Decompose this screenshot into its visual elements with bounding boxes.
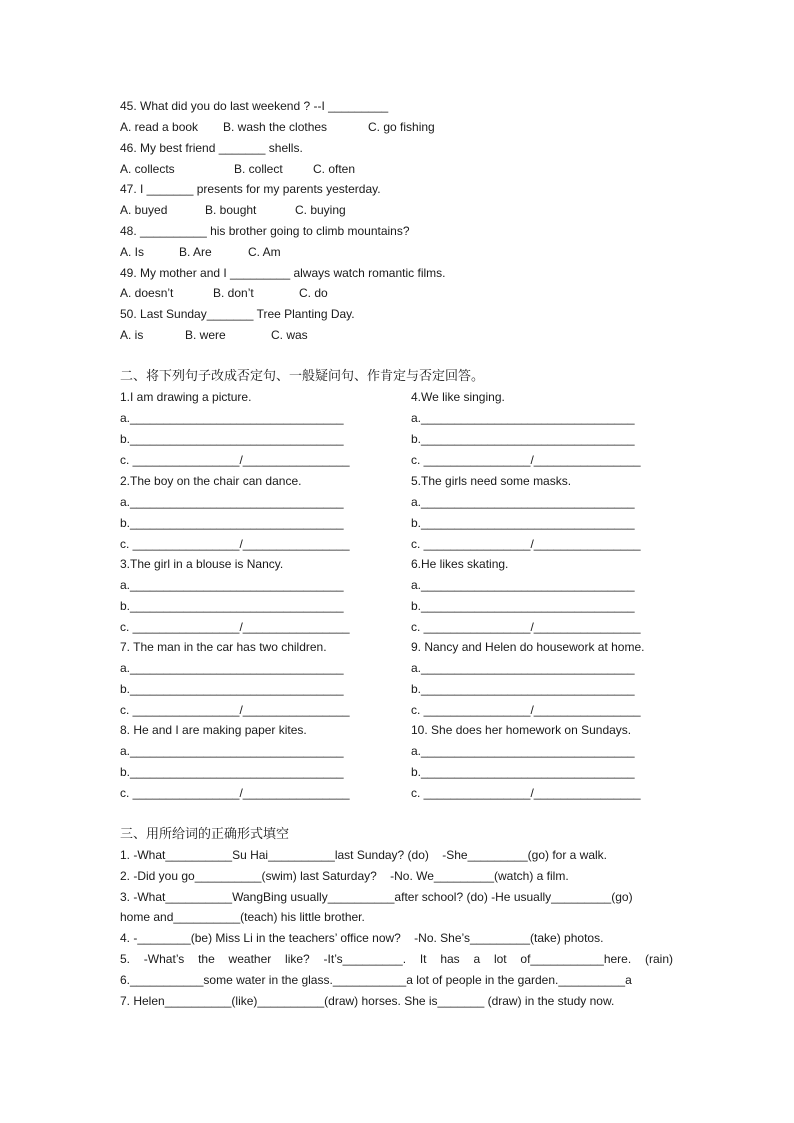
option-46-b: B. collect xyxy=(234,162,283,176)
answer-line-c[interactable]: c. ________________/________________ xyxy=(411,620,641,634)
fill-blank-line-3: 3. -What__________WangBing usually__________after school? (do) -He usually_________(go) xyxy=(120,890,633,904)
exercise-sentence: 9. Nancy and Helen do housework at home. xyxy=(411,640,645,654)
answer-line-c[interactable]: c. ________________/________________ xyxy=(120,453,350,467)
exercise-sentence: 10. She does her homework on Sundays. xyxy=(411,723,632,737)
question-46: 46. My best friend _______ shells. xyxy=(120,141,303,155)
exercise-sentence: 8. He and I are making paper kites. xyxy=(120,723,307,737)
answer-line-a[interactable]: a.________________________________ xyxy=(120,411,344,425)
answer-line-b[interactable]: b.________________________________ xyxy=(411,765,635,779)
answer-line-b[interactable]: b.________________________________ xyxy=(411,599,635,613)
answer-line-a[interactable]: a.________________________________ xyxy=(411,578,635,592)
answer-line-a[interactable]: a.________________________________ xyxy=(120,495,344,509)
answer-line-c[interactable]: c. ________________/________________ xyxy=(120,537,350,551)
question-47: 47. I _______ presents for my parents yesterday. xyxy=(120,182,381,196)
fill-blank-line-7: 7. Helen__________(like)__________(draw) horses. She is_______ (draw) in the study now. xyxy=(120,994,615,1008)
fill-blank-line-2: 2. -Did you go__________(swim) last Saturday? -No. We_________(watch) a film. xyxy=(120,869,569,883)
option-47-c: C. buying xyxy=(295,203,346,217)
option-46-c: C. often xyxy=(313,162,356,176)
option-49-a: A. doesn’t xyxy=(120,286,174,300)
answer-line-a[interactable]: a.________________________________ xyxy=(411,495,635,509)
answer-line-a[interactable]: a.________________________________ xyxy=(120,744,344,758)
answer-line-b[interactable]: b.________________________________ xyxy=(120,516,344,530)
option-45-b: B. wash the clothes xyxy=(223,120,328,134)
answer-line-c[interactable]: c. ________________/________________ xyxy=(411,786,641,800)
answer-line-b[interactable]: b.________________________________ xyxy=(411,516,635,530)
option-47-a: A. buyed xyxy=(120,203,168,217)
answer-line-a[interactable]: a.________________________________ xyxy=(411,744,635,758)
option-49-c: C. do xyxy=(299,286,328,300)
answer-line-c[interactable]: c. ________________/________________ xyxy=(411,703,641,717)
option-50-b: B. were xyxy=(185,328,226,342)
fill-blank-line-6: 6.___________some water in the glass.___________a lot of people in the garden.__________a xyxy=(120,973,632,987)
exercise-sentence: 2.The boy on the chair can dance. xyxy=(120,474,302,488)
option-45-a: A. read a book xyxy=(120,120,199,134)
answer-line-c[interactable]: c. ________________/________________ xyxy=(411,537,641,551)
exercise-sentence: 4.We like singing. xyxy=(411,390,505,404)
answer-line-a[interactable]: a.________________________________ xyxy=(411,411,635,425)
answer-line-c[interactable]: c. ________________/________________ xyxy=(411,453,641,467)
question-48: 48. __________ his brother going to climb mountains? xyxy=(120,224,410,238)
answer-line-a[interactable]: a.________________________________ xyxy=(411,661,635,675)
answer-line-c[interactable]: c. ________________/________________ xyxy=(120,786,350,800)
fill-blank-line-3-cont: home and__________(teach) his little brother. xyxy=(120,910,365,924)
answer-line-b[interactable]: b.________________________________ xyxy=(120,599,344,613)
answer-line-a[interactable]: a.________________________________ xyxy=(120,661,344,675)
answer-line-b[interactable]: b.________________________________ xyxy=(120,765,344,779)
question-50: 50. Last Sunday_______ Tree Planting Day. xyxy=(120,307,355,321)
answer-line-a[interactable]: a.________________________________ xyxy=(120,578,344,592)
section-2-title: 二、将下列句子改成否定句、一般疑问句、作肯定与否定回答。 xyxy=(120,369,485,384)
exercise-sentence: 3.The girl in a blouse is Nancy. xyxy=(120,557,284,571)
fill-blank-line-5: 5. -What’s the weather like? -It’s_________. It has a lot of___________here. (rain) xyxy=(120,952,673,966)
answer-line-b[interactable]: b.________________________________ xyxy=(411,682,635,696)
answer-line-b[interactable]: b.________________________________ xyxy=(120,682,344,696)
answer-line-c[interactable]: c. ________________/________________ xyxy=(120,620,350,634)
option-50-a: A. is xyxy=(120,328,144,342)
option-47-b: B. bought xyxy=(205,203,257,217)
option-48-c: C. Am xyxy=(248,245,281,259)
option-46-a: A. collects xyxy=(120,162,175,176)
fill-blank-line-4: 4. -________(be) Miss Li in the teachers’ office now? -No. She’s_________(take) photos. xyxy=(120,931,604,945)
option-50-c: C. was xyxy=(271,328,308,342)
exercise-sentence: 6.He likes skating. xyxy=(411,557,509,571)
answer-line-c[interactable]: c. ________________/________________ xyxy=(120,703,350,717)
question-45: 45. What did you do last weekend ? --I _________ xyxy=(120,99,389,113)
option-49-b: B. don’t xyxy=(213,286,254,300)
answer-line-b[interactable]: b.________________________________ xyxy=(120,432,344,446)
option-48-a: A. Is xyxy=(120,245,145,259)
exercise-sentence: 7. The man in the car has two children. xyxy=(120,640,327,654)
exercise-sentence: 5.The girls need some masks. xyxy=(411,474,572,488)
fill-blank-line-1: 1. -What__________Su Hai__________last Sunday? (do) -She_________(go) for a walk. xyxy=(120,848,608,862)
answer-line-b[interactable]: b.________________________________ xyxy=(411,432,635,446)
section-3-title: 三、用所给词的正确形式填空 xyxy=(120,827,290,842)
exercise-sentence: 1.I am drawing a picture. xyxy=(120,390,252,404)
option-48-b: B. Are xyxy=(179,245,212,259)
question-49: 49. My mother and I _________ always watch romantic films. xyxy=(120,266,446,280)
option-45-c: C. go fishing xyxy=(368,120,435,134)
